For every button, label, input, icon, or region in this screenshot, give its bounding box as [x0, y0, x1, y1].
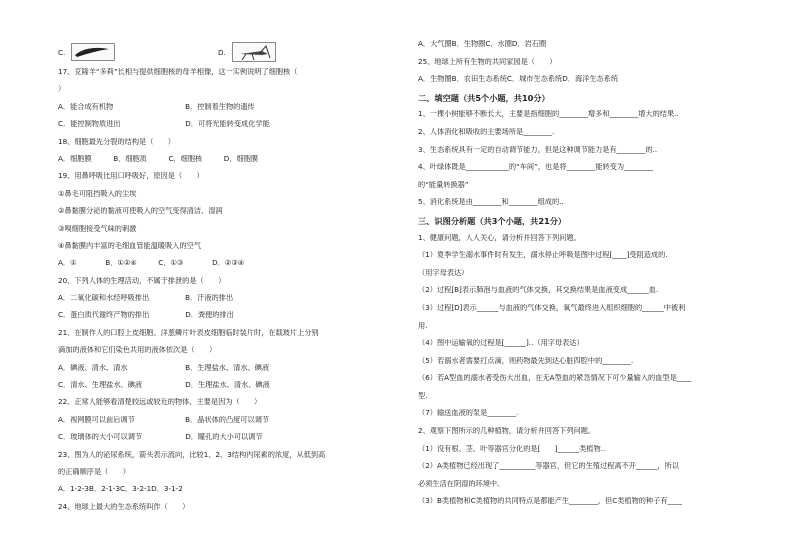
right-column: [418, 40, 763, 515]
option-d-label: D.: [218, 47, 226, 57]
analysis-2-q2-cont: 必须生活在阴湿的环境中。: [418, 479, 505, 488]
option-c-label: C.: [58, 47, 66, 57]
q22-stem: 22、正常人能够看清楚较远或较近的物体，主要是因为（ ）: [58, 398, 262, 407]
q19-item-3: ③嗅细胞接受气味的刺激: [58, 224, 137, 233]
analysis-1-q3: （3）过程[D]表示______与血液的气体交换，氧气最终进入组织细胞的______中被利: [418, 303, 686, 312]
q21-options-cd: C．清水、生理盐水、碘液 D．生理盐水、清水、碘液: [58, 381, 270, 390]
worm-icon: [71, 43, 115, 61]
analysis-1-q1-cont: （用字母表达）: [418, 268, 469, 277]
analysis-1-q2: （2）过程[B]表示肺泡与血液的气体交换，其交换结果是血液变成______血.: [418, 286, 659, 295]
analysis-2-q2: （2）A类植物已经出现了__________等器官，但它的生殖过程离不开______，所以: [418, 462, 680, 471]
analysis-1-q5: （5）若溺水者需要打点滴，则药物最先到达心脏四腔中的________.: [418, 356, 634, 365]
analysis-1-q4: （4）图中运输氧的过程是[______]..（用字母表达）: [418, 339, 584, 348]
q19-options: A．① B．①②④ C．①③ D．②③④: [58, 259, 245, 268]
q23-options: A．1-2-3B．2-1-3C．3-2-1D．3-1-2: [58, 485, 183, 494]
q19-item-4: ④鼻黏膜内丰富的毛细血管能温暖吸入的空气: [58, 241, 202, 250]
fill-2: 2、人体消化和吸收的主要场所是________.: [418, 127, 555, 136]
grasshopper-icon: [232, 42, 276, 62]
analysis-1-q6-cont: 型.: [418, 391, 428, 400]
section-3-heading: 三、识图分析题（共3个小题，共21分）: [418, 215, 567, 226]
q19-item-2: ②鼻黏膜分泌的黏液可使吸入的空气变得清洁、湿润: [58, 207, 223, 216]
q22-options-cd: C．玻璃体的大小可以调节 D．瞳孔的大小可以调节: [58, 433, 263, 442]
q20-options-ab: A．二氧化碳和水经呼吸排出 B．汗液的排出: [58, 294, 234, 303]
image-options-row: [58, 40, 398, 64]
option-c-image: [58, 43, 218, 61]
q19-stem: 19、用鼻呼吸比用口呼吸好，原因是（ ）: [58, 172, 204, 181]
fill-5: 5、消化系统是由________和________组成的..: [418, 198, 564, 207]
analysis-1-q1: （1）夏季学生溺水事件时有发生，溺水停止呼吸是图中过程[____]受阻造成的.: [418, 251, 668, 260]
q25-stem: 25、地球上所有生物的共同家园是（ ）: [418, 57, 557, 66]
fill-4: 4、叶绿体既是____________的“车间”，也是将________能转变为________: [418, 163, 653, 172]
q23-stem-cont: 的正确顺序是（ ）: [58, 467, 130, 476]
q18-options: A．细胞膜 B．细胞质 C．细胞核 D．细胞膜: [58, 154, 259, 163]
q17-stem-cont: ）: [58, 85, 66, 94]
q20-stem: 20、下列人体的生理活动，不属于排泄的是（ ）: [58, 276, 226, 285]
analysis-1-q3-cont: 用.: [418, 321, 428, 330]
analysis-1-q6: （6）若A型血的溺水者受伤大出血，在无A型血的紧急情况下可少量输入的血型是____: [418, 374, 692, 383]
q23-stem: 23、图为人的泌尿系统，箭头表示流向，比较1、2、3结构内尿素的浓度，从低到高: [58, 450, 326, 459]
analysis-2-q1: （1）没有根、茎、叶等器官分化的是[ ]______类植物..: [418, 444, 606, 453]
analysis-1-q7: （7）输送血液的泵是________.: [418, 409, 519, 418]
q21-stem: 21、在制作人的口腔上皮细胞、洋葱鳞片叶表皮细胞临时装片时，在载玻片上分别: [58, 328, 319, 337]
left-column: [58, 40, 398, 520]
section-2-heading: 二、填空题（共5个小题，共10分）: [418, 92, 550, 103]
q22-options-ab: A．视网膜可以前后调节 B．晶状体的凸度可以调节: [58, 415, 270, 424]
analysis-2-q3: （3）B类植物和C类植物的共同特点是都能产生________，但C类植物的种子有____: [418, 497, 682, 506]
fill-3: 3、生态系统具有一定的自动调节能力，但是这种调节能力是有________的..: [418, 145, 658, 154]
q20-options-cd: C．蛋白质代谢终产物的排出 D．粪便的排出: [58, 311, 234, 320]
left-text-lines: [58, 68, 398, 520]
option-d-image: [218, 42, 378, 62]
q24-options: A．大气圈B．生物圈C．水圈D．岩石圈: [418, 40, 547, 48]
q25-options: A．生物圈B．农田生态系统C．城市生态系统D．海洋生态系统: [418, 75, 619, 84]
q21-stem-cont: 滴加的液体和它们染色共用的液体依次是（ ）: [58, 346, 217, 355]
q17-options-ab: A．能合成有机物 B．控制着生物的遗传: [58, 102, 255, 111]
fill-4-cont: 的“能量转换器”: [418, 180, 469, 189]
analysis-1-stem: 1、健康问题，人人关心，请分析并回答下列问题。: [418, 233, 581, 242]
analysis-2-stem: 2、观察下图所示的几种植物，请分析并回答下列问题。: [418, 427, 596, 436]
q24-stem: 24、地球上最大的生态系统叫作（ ）: [58, 502, 190, 511]
fill-1: 1、一棵小树能够不断长大，主要是指细胞的________增多和________增大的结果..: [418, 110, 679, 119]
q18-stem: 18、细胞最先分裂的结构是（ ）: [58, 137, 175, 146]
q17-options-cd: C．能控制物质进出 D．可将光能转变成化学能: [58, 120, 270, 129]
q17-stem: 17、克隆羊“多莉”长相与提供细胞核的母羊相像，这一实例说明了细胞核（: [58, 68, 298, 76]
q21-options-ab: A．碘液、清水、清水 B．生理盐水、清水、碘液: [58, 363, 270, 372]
q19-item-1: ①鼻毛可阻挡吸入的尘埃: [58, 189, 137, 198]
